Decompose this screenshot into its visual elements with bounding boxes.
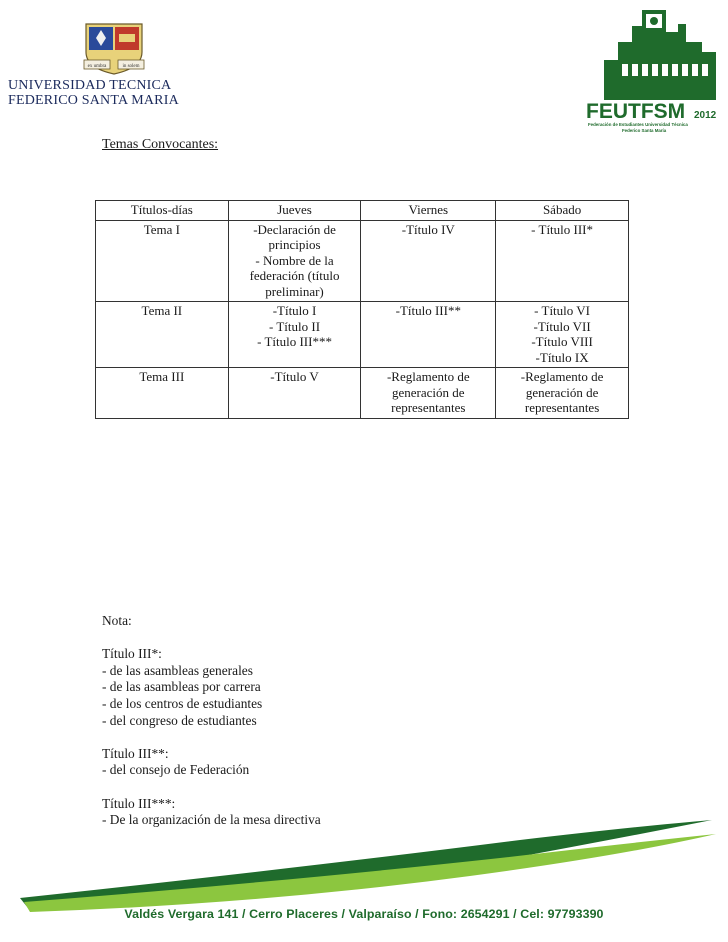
cell-line: -Reglamento de — [520, 369, 604, 384]
header-viernes: Viernes — [361, 201, 496, 221]
table-header-row — [96, 201, 629, 221]
cell-line: - Título II — [269, 318, 321, 334]
cell-line: -Título III** — [395, 303, 461, 318]
header-sabado: Sábado — [496, 201, 629, 221]
cell-line: - Título VI — [534, 303, 591, 318]
cell-line: -Título IX — [535, 349, 589, 365]
note-group-title: Título III**: — [102, 745, 169, 761]
cell-line: generación de — [392, 384, 465, 400]
feu-logo-caption1: Federación de Estudiantes Universidad Técnica — [588, 122, 688, 127]
cell-line: generación de — [525, 384, 599, 400]
university-name-line2: FEDERICO SANTA MARIA — [8, 93, 179, 108]
cell-viernes — [361, 220, 496, 302]
note-group-title: Título III***: — [102, 795, 176, 811]
notes-heading: Nota: — [102, 613, 132, 628]
feu-logo-text: FEUTFSM — [586, 100, 686, 123]
cell-line: - Título III* — [531, 221, 594, 237]
note-item: - de los centros de estudiantes — [102, 695, 263, 711]
note-group-title: Título III*: — [102, 646, 162, 662]
table-row — [96, 220, 629, 302]
note-item: - del consejo de Federación — [102, 762, 250, 778]
cell-viernes — [361, 302, 496, 368]
cell-sabado — [496, 368, 629, 419]
cell-jueves — [228, 368, 361, 419]
cell-line: - Nombre de la — [255, 252, 334, 268]
note-item: - De la organización de la mesa directiva — [102, 812, 321, 828]
cell-sabado — [496, 220, 629, 302]
note-item: - de las asambleas por carrera — [102, 679, 261, 695]
row-title: Tema I — [96, 220, 229, 302]
cell-line: -Declaración de — [253, 221, 336, 237]
header-titulos-dias: Títulos-días — [96, 201, 229, 221]
cell-line: federación (título — [249, 268, 340, 283]
cell-jueves — [228, 302, 361, 368]
cell-line: -Reglamento de — [386, 369, 470, 384]
section-title: Temas Convocantes: — [102, 137, 219, 152]
cell-jueves — [228, 220, 361, 302]
note-item: - de las asambleas generales — [102, 662, 253, 678]
feu-logo-caption2: Federico Santa María — [622, 128, 667, 133]
cell-viernes — [361, 368, 496, 419]
university-name — [8, 78, 179, 108]
cell-line: -Título IV — [401, 221, 455, 237]
topics-schedule-table — [95, 200, 629, 419]
table-row — [96, 368, 629, 419]
note-item: - del congreso de estudiantes — [102, 712, 257, 728]
table-row — [96, 302, 629, 368]
cell-line: preliminar) — [265, 283, 324, 299]
cell-line: representantes — [391, 400, 466, 415]
cell-line: -Título VIII — [531, 334, 593, 349]
university-name-line1: UNIVERSIDAD TECNICA — [8, 78, 172, 93]
cell-line: -Título I — [272, 303, 317, 318]
feu-logo-year: 2012 — [694, 110, 717, 121]
row-title: Tema II — [96, 302, 229, 368]
header-jueves: Jueves — [228, 201, 361, 221]
notes-section — [102, 613, 321, 829]
crest-ribbon-right: in solem — [122, 64, 140, 69]
university-crest-logo — [80, 22, 148, 76]
row-title: Tema III — [96, 368, 229, 419]
footer-address: Valdés Vergara 141 / Cerro Placeres / Valparaíso / Fono: 2654291 / Cel: 97793390 — [124, 907, 604, 921]
cell-line: -Título VII — [533, 318, 591, 334]
cell-line: -Título V — [270, 369, 319, 384]
cell-line: representantes — [524, 400, 600, 415]
cell-line: principios — [268, 237, 321, 252]
feutfsm-logo — [582, 2, 720, 138]
cell-sabado — [496, 302, 629, 368]
crest-ribbon-left: ex umbra — [87, 64, 107, 69]
cell-line: - Título III*** — [257, 334, 332, 349]
